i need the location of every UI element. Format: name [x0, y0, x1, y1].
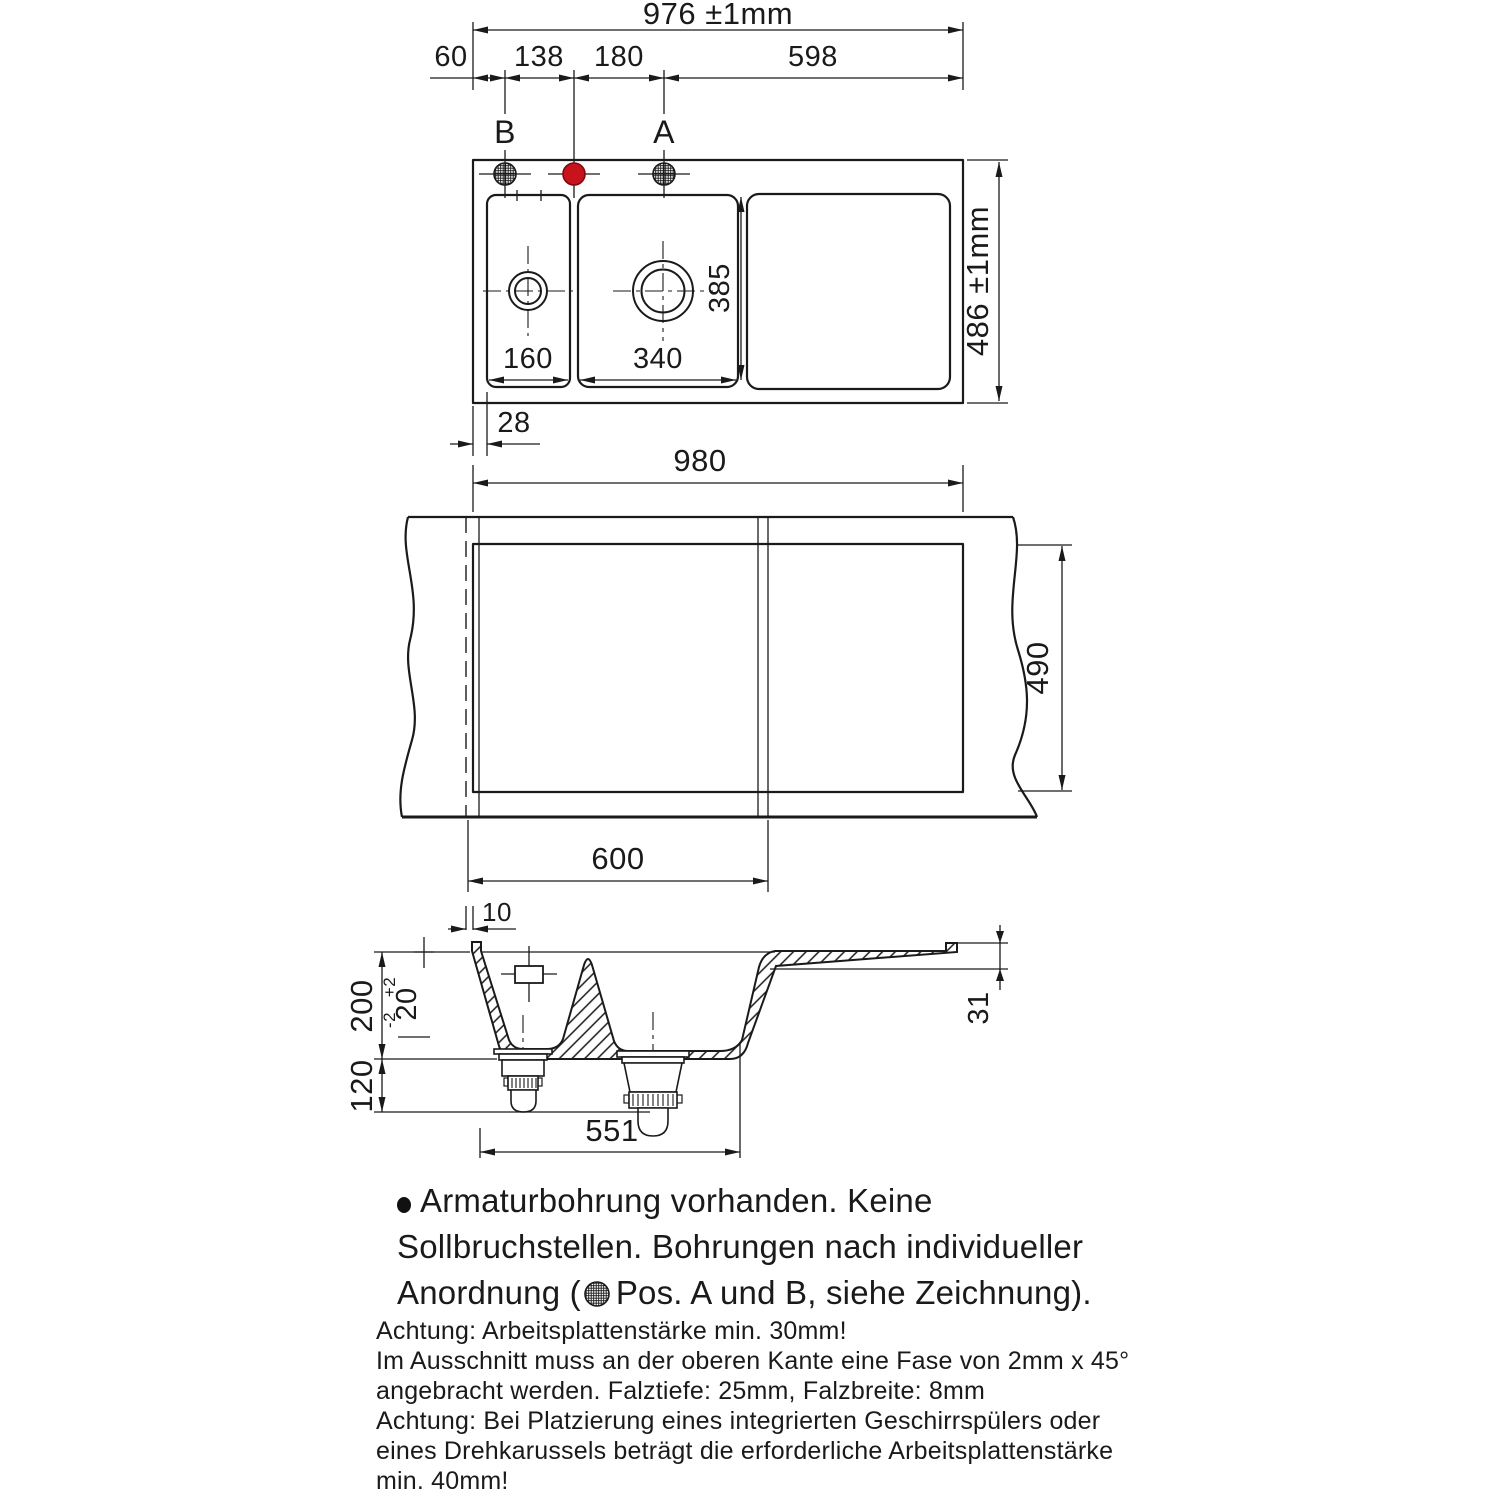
- note-text: Armaturbohrung vorhanden. Keine: [420, 1182, 933, 1219]
- dim-label-340: 340: [633, 343, 683, 375]
- top-view: [430, 0, 1008, 456]
- break-line-left: [400, 517, 415, 817]
- tap-hole-red-icon: [563, 163, 585, 185]
- dim-label-138: 138: [514, 41, 564, 73]
- small-bowl-drain: [483, 246, 573, 336]
- note-secondary: [376, 1316, 1176, 1496]
- note-secondary-line2: Im Ausschnitt muss an der oberen Kante eine Fase von 2mm x 45°: [376, 1347, 1130, 1375]
- dim-label-60: 60: [434, 41, 468, 73]
- dim-label-28: 28: [497, 407, 531, 439]
- note-secondary-line3: angebracht werden. Falztiefe: 25mm, Falzbreite: 8mm: [376, 1377, 986, 1405]
- filled-circle-icon: [397, 1197, 411, 1213]
- dim-label-overall-width: 976 ±1mm: [642, 0, 794, 31]
- note-primary-line1: [397, 1178, 1157, 1224]
- note-primary: [397, 1178, 1157, 1316]
- dim-label-120: 120: [344, 1059, 379, 1113]
- note-text: Pos. A und B, siehe Zeichnung).: [615, 1274, 1092, 1311]
- note-secondary-line4: Achtung: Bei Platzierung eines integrierten Geschirrspülers oder: [376, 1407, 1101, 1435]
- dim-label-180: 180: [594, 41, 644, 73]
- note-secondary-line6: min. 40mm!: [376, 1467, 509, 1495]
- cutout-outline: [473, 544, 963, 792]
- hole-label-b: B: [494, 114, 516, 150]
- tap-hole-a-icon: [653, 163, 675, 185]
- dim-label-20: 20: [391, 987, 423, 1021]
- section-view: [344, 925, 1008, 1158]
- dimension-lines: [430, 30, 963, 78]
- dim-label-tol-minus: -2: [380, 1011, 399, 1029]
- note-primary-line2: Sollbruchstellen. Bohrungen nach individueller: [397, 1228, 1084, 1265]
- dim-label-200: 200: [344, 979, 379, 1033]
- dim-label-overall-depth: 486 ±1mm: [960, 205, 995, 357]
- dim-label-598: 598: [788, 41, 838, 73]
- note-secondary-line1: Achtung: Arbeitsplattenstärke min. 30mm!: [376, 1317, 847, 1345]
- main-bowl-drain: [613, 241, 713, 341]
- countertop-slab: [400, 517, 1037, 817]
- dim-label-600: 600: [591, 841, 645, 876]
- dim-label-31: 31: [963, 991, 995, 1025]
- drainboard-outline: [747, 194, 950, 389]
- note-text: Anordnung (: [397, 1274, 581, 1311]
- dim-label-385: 385: [704, 263, 736, 313]
- overflow-marking: [501, 946, 557, 1002]
- dim-label-490: 490: [1020, 641, 1055, 695]
- note-secondary-line5: eines Drehkarussels beträgt die erforderliche Arbeitsplattenstärke: [376, 1437, 1114, 1465]
- tap-hole-b-icon: [494, 163, 516, 185]
- dim-label-160: 160: [503, 343, 553, 375]
- hole-label-a: A: [653, 114, 675, 150]
- dim-label-tol-plus: +2: [380, 976, 399, 998]
- cutout-view: [400, 443, 1072, 930]
- crosshatch-hole-icon: [583, 1280, 611, 1308]
- small-drain-fitting: [494, 1049, 552, 1112]
- dim-label-551: 551: [585, 1113, 639, 1148]
- dim-label-10: 10: [482, 897, 512, 927]
- note-primary-line3: [397, 1270, 1157, 1316]
- edge-thickness-dimension: [952, 925, 1008, 1025]
- dim-label-980: 980: [673, 443, 727, 478]
- sink-section-wall: [472, 942, 957, 1059]
